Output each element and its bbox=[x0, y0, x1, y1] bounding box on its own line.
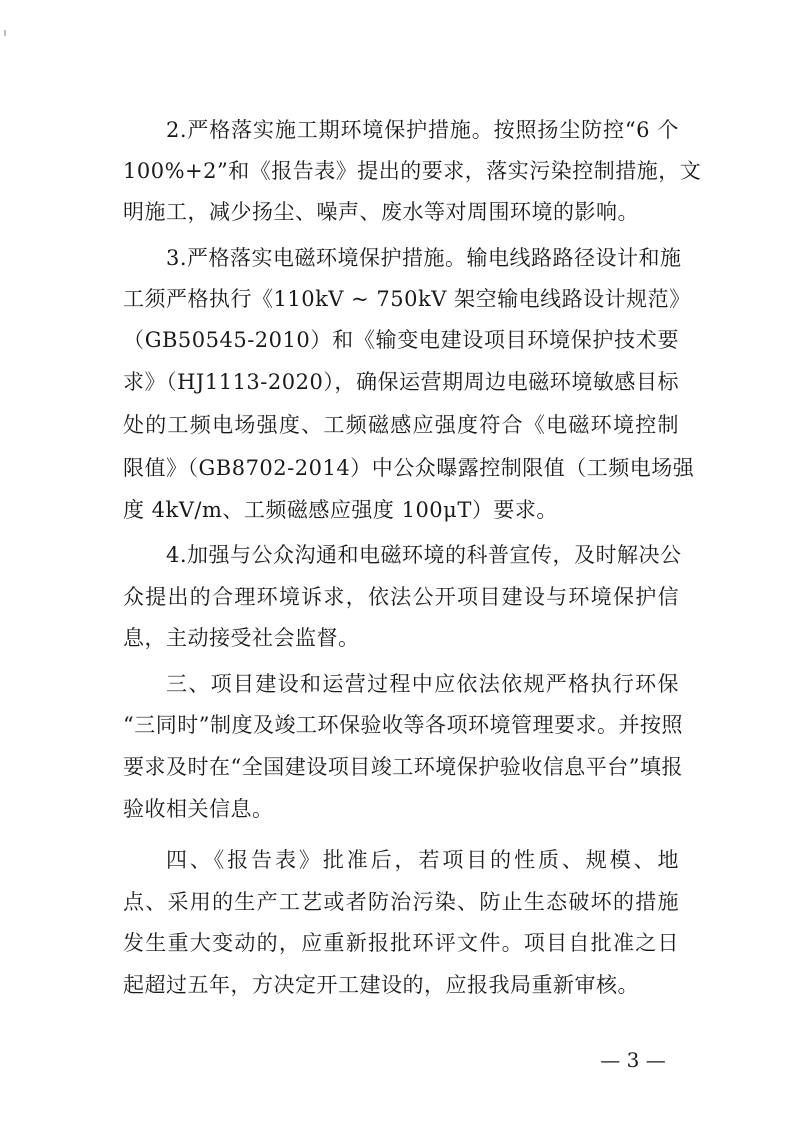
section-four-line-4: 起超过五年，方决定开工建设的，应报我局重新审核。 bbox=[123, 973, 639, 997]
paragraph-3-line-7: 度 4kV/m、工频磁感应强度 100μT）要求。 bbox=[123, 498, 558, 522]
paragraph-2-line-2: 100%+2”和《报告表》提出的要求，落实污染控制措施，文 bbox=[123, 159, 702, 183]
section-four-line-1: 四、《报告表》批准后，若项目的性质、规模、地 bbox=[166, 848, 679, 872]
section-three-line-3: 要求及时在“全国建设项目竣工环境保护验收信息平台”填报 bbox=[123, 755, 683, 779]
paragraph-2-line-1: 2.严格落实施工期环境保护措施。按照扬尘防控“6 个 bbox=[166, 118, 679, 142]
paragraph-3-line-5: 处的工频电场强度、工频磁感应强度符合《电磁环境控制 bbox=[123, 413, 679, 437]
paragraph-3-line-3: （GB50545-2010）和《输变电建设项目环境保护技术要 bbox=[123, 328, 679, 352]
paragraph-3-line-6: 限值》（GB8702-2014）中公众曝露控制限值（工频电场强 bbox=[123, 456, 695, 480]
section-three-line-1: 三、项目建设和运营过程中应依法依规严格执行环保 bbox=[166, 672, 679, 696]
page-number: — 3 — bbox=[600, 1048, 666, 1072]
section-three-line-2: “三同时”制度及竣工环保验收等各项环境管理要求。并按照 bbox=[123, 713, 683, 737]
paragraph-3-line-2: 工须严格执行《110kV ~ 750kV 架空输电线路设计规范》 bbox=[123, 287, 691, 311]
paragraph-4-line-1: 4.加强与公众沟通和电磁环境的科普宣传，及时解决公 bbox=[166, 543, 682, 567]
scan-artifact-mark bbox=[4, 30, 6, 36]
section-four-line-2: 点、采用的生产工艺或者防治污染、防止生态破坏的措施 bbox=[123, 890, 679, 914]
section-three-line-4: 验收相关信息。 bbox=[123, 797, 274, 821]
paragraph-4-line-2: 众提出的合理环境诉求，依法公开项目建设与环境保护信 bbox=[123, 585, 679, 609]
paragraph-3-line-4: 求》（HJ1113-2020），确保运营期周边电磁环境敏感目标 bbox=[123, 370, 679, 394]
paragraph-3-line-1: 3.严格落实电磁环境保护措施。输电线路路径设计和施 bbox=[166, 246, 682, 270]
paragraph-2-line-3: 明施工，减少扬尘、噪声、废水等对周围环境的影响。 bbox=[123, 200, 639, 224]
paragraph-4-line-3: 息，主动接受社会监督。 bbox=[123, 626, 360, 650]
section-four-line-3: 发生重大变动的，应重新报批环评文件。项目自批准之日 bbox=[123, 931, 679, 955]
